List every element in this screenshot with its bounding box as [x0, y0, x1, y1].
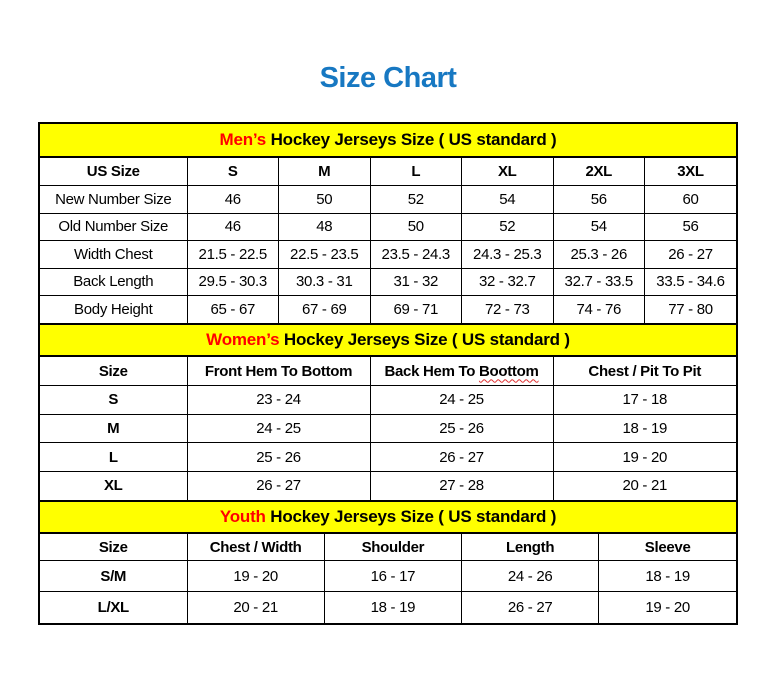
table-cell: 24.3 - 25.3	[462, 241, 554, 269]
row-label: Body Height	[40, 296, 187, 324]
table-cell: 26 - 27	[645, 241, 737, 269]
column-header: M	[279, 158, 371, 186]
table-cell: 23 - 24	[187, 386, 370, 415]
table-header-row	[40, 534, 736, 561]
column-header: XL	[462, 158, 554, 186]
row-label: New Number Size	[40, 186, 187, 214]
table-cell: 21.5 - 22.5	[187, 241, 279, 269]
table-cell: 50	[370, 213, 462, 241]
column-header: Size	[40, 534, 187, 561]
table-cell: 32.7 - 33.5	[553, 268, 645, 296]
table-cell: 26 - 27	[187, 471, 370, 500]
table-cell: 18 - 19	[324, 592, 461, 623]
column-header: L	[370, 158, 462, 186]
table-cell: 17 - 18	[553, 386, 736, 415]
row-label: Old Number Size	[40, 213, 187, 241]
table-row	[40, 592, 736, 623]
table-cell: 26 - 27	[370, 443, 553, 472]
column-header: Chest / Width	[187, 534, 324, 561]
page-title: Size Chart	[319, 62, 457, 94]
table-row	[40, 213, 736, 241]
row-label: M	[40, 414, 187, 443]
table-header-row	[40, 357, 736, 386]
womens-accent-label: Women’s	[206, 330, 280, 349]
table-cell: 54	[553, 213, 645, 241]
table-cell: 56	[645, 213, 737, 241]
column-header: Front Hem To Bottom	[187, 357, 370, 386]
table-cell: 77 - 80	[645, 296, 737, 324]
table-cell: 18 - 19	[553, 414, 736, 443]
table-cell: 65 - 67	[187, 296, 279, 324]
table-cell: 26 - 27	[462, 592, 599, 623]
table-cell: 56	[553, 186, 645, 214]
column-header: US Size	[40, 158, 187, 186]
youth-section-header	[40, 500, 736, 534]
table-cell: 19 - 20	[187, 561, 324, 592]
youth-header-label: Hockey Jerseys Size ( US standard )	[265, 506, 557, 526]
table-cell: 18 - 19	[599, 561, 736, 592]
column-header: Shoulder	[324, 534, 461, 561]
row-label: XL	[40, 471, 187, 500]
mens-section-header	[40, 124, 736, 158]
table-cell: 30.3 - 31	[279, 268, 371, 296]
table-cell: 27 - 28	[370, 471, 553, 500]
table-cell: 46	[187, 186, 279, 214]
table-cell: 67 - 69	[279, 296, 371, 324]
size-chart-table	[38, 122, 738, 625]
table-cell: 60	[645, 186, 737, 214]
table-cell: 46	[187, 213, 279, 241]
table-row	[40, 443, 736, 472]
table-cell: 32 - 32.7	[462, 268, 554, 296]
table-cell: 74 - 76	[553, 296, 645, 324]
column-header: Size	[40, 357, 187, 386]
womens-section-header	[40, 323, 736, 357]
column-header: Back Hem To Boottom	[370, 357, 553, 386]
table-cell: 25 - 26	[187, 443, 370, 472]
table-header-row	[40, 158, 736, 186]
column-header: 3XL	[645, 158, 737, 186]
youth-size-table	[40, 534, 736, 623]
table-cell: 22.5 - 23.5	[279, 241, 371, 269]
table-cell: 24 - 25	[370, 386, 553, 415]
mens-accent-label: Men’s	[219, 130, 267, 149]
table-cell: 23.5 - 24.3	[370, 241, 462, 269]
table-cell: 24 - 26	[462, 561, 599, 592]
table-cell: 50	[279, 186, 371, 214]
column-header: S	[187, 158, 279, 186]
table-cell: 52	[462, 213, 554, 241]
table-cell: 20 - 21	[553, 471, 736, 500]
row-label: S/M	[40, 561, 187, 592]
row-label: S	[40, 386, 187, 415]
table-cell: 31 - 32	[370, 268, 462, 296]
row-label: L/XL	[40, 592, 187, 623]
table-cell: 20 - 21	[187, 592, 324, 623]
misspelled-word: Boottom	[478, 362, 539, 380]
womens-header-label: Hockey Jerseys Size ( US standard )	[279, 330, 570, 349]
table-cell: 52	[370, 186, 462, 214]
row-label: L	[40, 443, 187, 472]
table-cell: 72 - 73	[462, 296, 554, 324]
table-row	[40, 241, 736, 269]
table-cell: 19 - 20	[553, 443, 736, 472]
table-row	[40, 386, 736, 415]
column-header: Sleeve	[599, 534, 736, 561]
column-header: Length	[462, 534, 599, 561]
table-row	[40, 296, 736, 324]
table-cell: 16 - 17	[324, 561, 461, 592]
table-row	[40, 268, 736, 296]
table-cell: 69 - 71	[370, 296, 462, 324]
table-row	[40, 471, 736, 500]
table-row	[40, 414, 736, 443]
table-cell: 33.5 - 34.6	[645, 268, 737, 296]
table-cell: 29.5 - 30.3	[187, 268, 279, 296]
row-label: Width Chest	[40, 241, 187, 269]
table-cell: 24 - 25	[187, 414, 370, 443]
mens-size-table	[40, 158, 736, 323]
table-cell: 48	[279, 213, 371, 241]
table-cell: 25.3 - 26	[553, 241, 645, 269]
youth-accent-label: Youth	[219, 506, 266, 526]
womens-size-table	[40, 357, 736, 500]
table-row	[40, 186, 736, 214]
table-cell: 25 - 26	[370, 414, 553, 443]
row-label: Back Length	[40, 268, 187, 296]
table-cell: 54	[462, 186, 554, 214]
table-cell: 19 - 20	[599, 592, 736, 623]
mens-header-label: Hockey Jerseys Size ( US standard )	[266, 130, 557, 149]
column-header: 2XL	[553, 158, 645, 186]
table-row	[40, 561, 736, 592]
column-header: Chest / Pit To Pit	[553, 357, 736, 386]
